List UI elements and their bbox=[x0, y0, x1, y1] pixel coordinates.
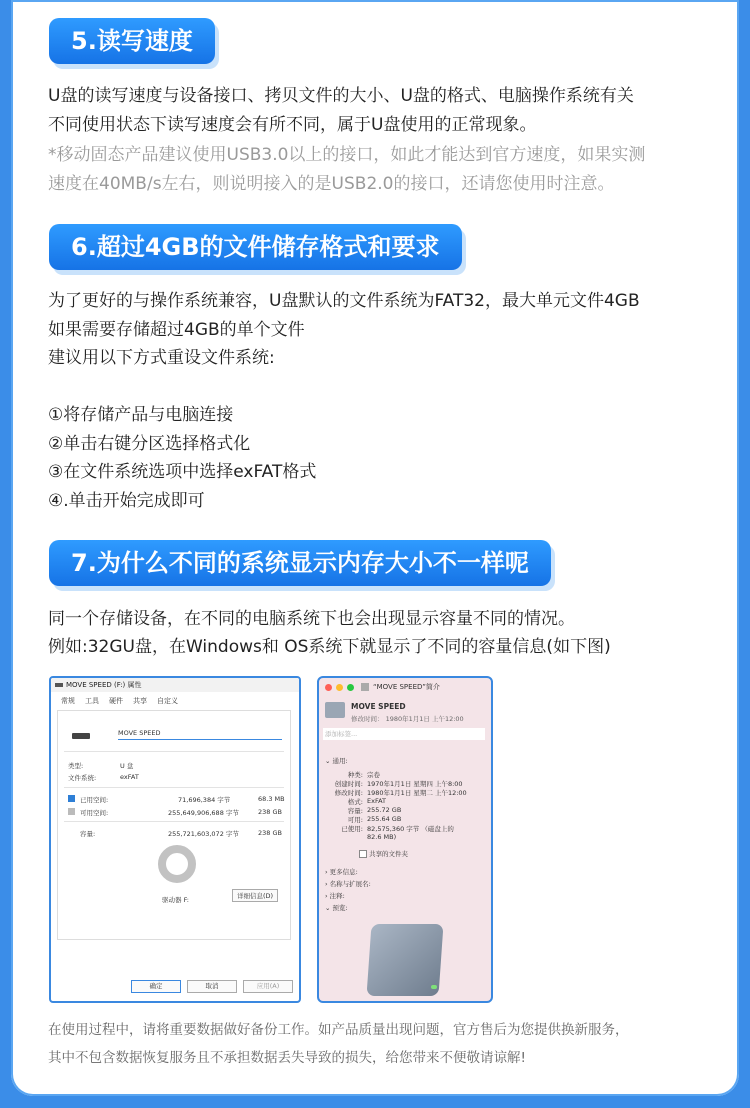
info-value: 255.72 GB bbox=[367, 806, 402, 814]
dialog-titlebar bbox=[51, 678, 299, 692]
used-swatch bbox=[68, 795, 75, 802]
capacity-bytes: 255,721,603,072 字节 bbox=[168, 830, 239, 838]
chevron-down-icon: ⌄ bbox=[325, 757, 333, 765]
s6-step-4: ④.单击开始完成即可 bbox=[48, 491, 205, 511]
drive-large-icon bbox=[325, 702, 345, 718]
s7-line-2: 例如:32GU盘，在Windows和 OS系统下就显示了不同的容量信息(如下图) bbox=[48, 637, 611, 657]
chevron-right-icon: › bbox=[325, 868, 330, 876]
mac-info-window bbox=[317, 676, 493, 1003]
chevron-right-icon: › bbox=[325, 880, 330, 888]
volume-name-input[interactable]: MOVE SPEED bbox=[118, 727, 282, 740]
more-info-label: 更多信息: bbox=[329, 868, 358, 876]
tab-general[interactable]: 常规 bbox=[61, 697, 75, 705]
minimize-icon[interactable] bbox=[336, 684, 343, 691]
info-value: ExFAT bbox=[367, 797, 387, 805]
tags-input[interactable]: 添加标签... bbox=[323, 728, 485, 740]
used-size: 68.3 MB bbox=[258, 795, 285, 803]
free-bytes: 255,649,906,688 字节 bbox=[168, 809, 239, 817]
type-value: U 盘 bbox=[120, 762, 134, 770]
divider bbox=[64, 751, 284, 752]
section-6-title: 6.超过4GB的文件储存格式和要求 bbox=[49, 224, 462, 270]
section-7-title: 7.为什么不同的系统显示内存大小不一样呢 bbox=[49, 540, 551, 586]
section-5-title: 5.读写速度 bbox=[49, 18, 215, 64]
s6-line-3: 建议用以下方式重设文件系统: bbox=[48, 348, 275, 368]
dialog-panel bbox=[57, 710, 291, 940]
used-label: 已用空间: bbox=[80, 796, 109, 804]
s7-line-1: 同一个存储设备，在不同的电脑系统下也会出现显示容量不同的情况。 bbox=[48, 609, 575, 629]
info-value: 1970年1月1日 星期四 上午8:00 bbox=[367, 780, 463, 788]
info-key: 可用: bbox=[347, 816, 363, 824]
shared-checkbox[interactable] bbox=[359, 850, 367, 858]
comments-label: 注释: bbox=[329, 892, 345, 900]
windows-properties-dialog bbox=[49, 676, 301, 1003]
more-info-toggle[interactable] bbox=[325, 867, 358, 876]
details-button[interactable]: 详细信息(D) bbox=[232, 889, 278, 902]
footer-line-1: 在使用过程中，请将重要数据做好备份工作。如产品质量出现问题，官方售后为您提供换新服务， bbox=[48, 1022, 629, 1038]
tab-tools[interactable]: 工具 bbox=[85, 697, 99, 705]
info-key: 格式: bbox=[347, 798, 363, 806]
info-value: 宗卷 bbox=[367, 771, 380, 779]
free-label: 可用空间: bbox=[80, 809, 109, 817]
capacity-donut bbox=[158, 845, 196, 883]
s5-note-2: 速度在40MB/s左右，则说明接入的是USB2.0的接口，还请您使用时注意。 bbox=[48, 174, 615, 194]
drive-icon bbox=[55, 683, 63, 687]
name-ext-toggle[interactable] bbox=[325, 879, 371, 888]
type-label: 类型: bbox=[68, 762, 84, 770]
tab-sharing[interactable]: 共享 bbox=[133, 697, 147, 705]
info-value: 255.64 GB bbox=[367, 815, 402, 823]
dialog-tabs bbox=[61, 696, 188, 706]
info-key: 修改时间: bbox=[334, 789, 363, 797]
info-value: 82,575,360 字节 （磁盘上的 bbox=[367, 825, 454, 833]
divider bbox=[64, 821, 284, 822]
s6-step-2: ②单击右键分区选择格式化 bbox=[48, 434, 251, 454]
info-key: 种类: bbox=[347, 771, 363, 779]
s6-step-3: ③在文件系统选项中选择exFAT格式 bbox=[48, 462, 317, 482]
ok-button[interactable]: 确定 bbox=[131, 980, 181, 993]
mac-window-title: “MOVE SPEED”简介 bbox=[373, 683, 440, 691]
info-value: 82.6 MB) bbox=[367, 833, 397, 841]
info-key: 已使用: bbox=[341, 825, 363, 833]
general-label: 通用: bbox=[332, 757, 348, 765]
footer-line-2: 其中不包含数据恢复服务且不承担数据丢失导致的损失，给您带来不便敬请谅解! bbox=[48, 1050, 526, 1066]
free-size: 238 GB bbox=[258, 808, 282, 816]
info-value: 1980年1月1日 星期二 上午12:00 bbox=[367, 789, 467, 797]
fs-value: exFAT bbox=[120, 773, 139, 781]
divider bbox=[64, 787, 284, 788]
s6-line-1: 为了更好的与操作系统兼容，U盘默认的文件系统为FAT32，最大单元文件4GB bbox=[48, 291, 640, 311]
usb-drive-icon bbox=[72, 733, 90, 739]
s5-line-1: U盘的读写速度与设备接口、拷贝文件的大小、U盘的格式、电脑操作系统有关 bbox=[48, 86, 634, 106]
drive-icon bbox=[361, 683, 369, 691]
mac-modified-header: 修改时间： 1980年1月1日 上午12:00 bbox=[351, 715, 464, 723]
s6-line-2: 如果需要存储超过4GB的单个文件 bbox=[48, 320, 305, 340]
dialog-title: MOVE SPEED (F:) 属性 bbox=[66, 681, 142, 689]
mac-titlebar bbox=[319, 678, 491, 696]
fs-label: 文件系统: bbox=[68, 774, 97, 782]
comments-toggle[interactable] bbox=[325, 891, 345, 900]
info-key: 容量: bbox=[347, 807, 363, 815]
drive-led bbox=[431, 985, 437, 989]
apply-button[interactable]: 应用(A) bbox=[243, 980, 293, 993]
info-key: 创建时间: bbox=[334, 780, 363, 788]
name-ext-label: 名称与扩展名: bbox=[329, 880, 371, 888]
s6-step-1: ①将存储产品与电脑连接 bbox=[48, 405, 234, 425]
used-bytes: 71,696,384 字节 bbox=[178, 796, 231, 804]
chevron-down-icon: ⌄ bbox=[325, 904, 333, 912]
cancel-button[interactable]: 取消 bbox=[187, 980, 237, 993]
close-icon[interactable] bbox=[325, 684, 332, 691]
preview-label: 预览: bbox=[332, 904, 348, 912]
zoom-icon[interactable] bbox=[347, 684, 354, 691]
capacity-size: 238 GB bbox=[258, 829, 282, 837]
tab-hardware[interactable]: 硬件 bbox=[109, 697, 123, 705]
general-section-toggle[interactable] bbox=[325, 756, 348, 765]
drive-letter: 驱动器 F: bbox=[162, 896, 189, 904]
s5-line-2: 不同使用状态下读写速度会有所不同，属于U盘使用的正常现象。 bbox=[48, 115, 537, 135]
capacity-label: 容量: bbox=[80, 830, 96, 838]
free-swatch bbox=[68, 808, 75, 815]
tab-customize[interactable]: 自定义 bbox=[157, 697, 178, 705]
preview-toggle[interactable] bbox=[325, 903, 348, 912]
s5-note-1: *移动固态产品建议使用USB3.0以上的接口，如此才能达到官方速度，如果实测 bbox=[48, 145, 646, 165]
mac-volume-name: MOVE SPEED bbox=[351, 702, 406, 711]
chevron-right-icon: › bbox=[325, 892, 330, 900]
shared-folder-label: 共享的文件夹 bbox=[369, 850, 408, 858]
